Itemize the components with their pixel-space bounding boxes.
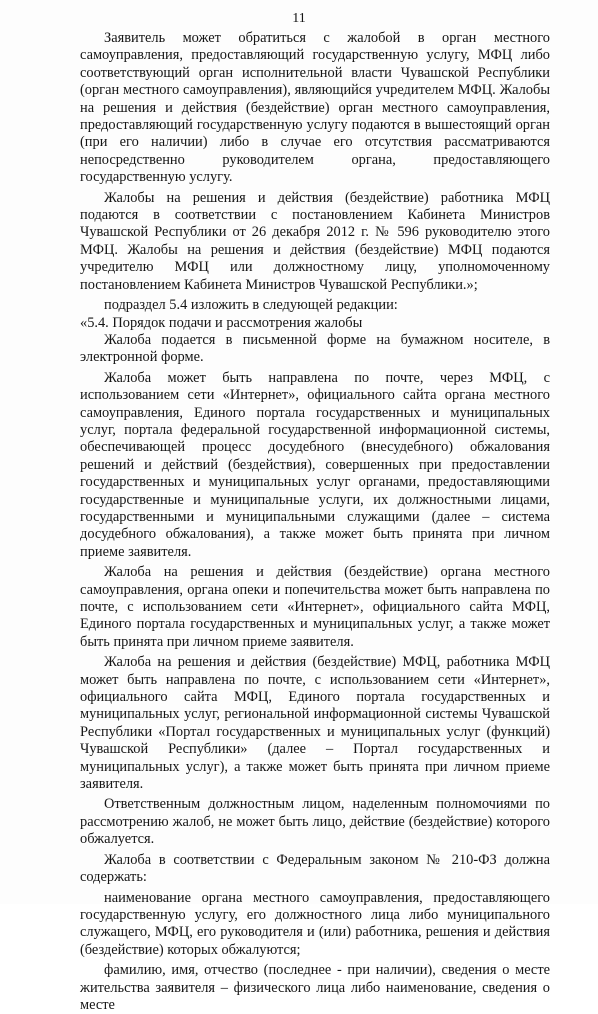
paragraph: наименование органа местного самоуправления, предоставляющего государственную услугу, его должностного лица либо муниципального служащего, МФЦ, его руководителя и (или) работника, решения и действия (бездействие) которых обжалуются; [80,889,550,958]
section-heading: «5.4. Порядок подачи и рассмотрения жалобы [80,314,363,331]
paragraph: Жалобы на решения и действия (бездействие) работника МФЦ подаются в соответствии с постановлением Кабинета Министров Чувашской Республики от 26 декабря 2012 г. № 596 руководителю этого МФЦ. Жалобы на решения и действия (бездействие) МФЦ подаются учредителю МФЦ или должностному лицу, уполномоченному постановлением Кабинета Министров Чувашской Республики.»; [80,189,550,293]
paragraph: Жалоба подается в письменной форме на бумажном носителе, в электронной форме. [80,331,550,366]
paragraph: Жалоба может быть направлена по почте, через МФЦ, с использованием сети «Интернет», официального сайта органа местного самоуправления, Единого портала государственных и муниципальных услуг, портала федеральной государственной информационной системы, обеспечивающей процесс досудебного (внесудебного) обжалования решений и действий (бездействия), совершенных при предоставлении государственных и муниципальных услуг органами, предоставляющими государственные и муниципальные услуги, их должностными лицами, государственными и муниципальными служащими (далее – система досудебного обжалования), а также может быть принята при личном приеме заявителя. [80,369,550,560]
paragraph: Жалоба на решения и действия (бездействие) органа местного самоуправления, органа опеки и попечительства может быть направлена по почте, с использованием сети «Интернет», официального сайта МФЦ, Единого портала государственных и муниципальных услуг, а также может быть принята при личном приеме заявителя. [80,564,550,650]
paragraph: Жалоба на решения и действия (бездействие) МФЦ, работника МФЦ может быть направлена по почте, с использованием сети «Интернет», официального сайта МФЦ, Единого портала государственных и муниципальных услуг, региональной информационной системы Чувашской Республики «Портал государственных и муниципальных услуг (функций) Чувашской Республики» (далее – Портал государственных и муниципальных услуг), а также может быть принята при личном приеме заявителя. [80,654,550,793]
document-body [80,30,550,1014]
paragraph: Ответственным должностным лицом, наделенным полномочиями по рассмотрению жалоб, не может быть лицо, действие (бездействие) которого обжалуется. [80,796,550,848]
paragraph: Жалоба в соответствии с Федеральным законом № 210-ФЗ должна содержать: [80,851,550,886]
paragraph: Заявитель может обратиться с жалобой в орган местного самоуправления, предоставляющий государственную услугу, МФЦ либо соответствующий орган исполнительной власти Чувашской Республики (орган местного самоуправления), являющийся учредителем МФЦ. Жалобы на решения и действия (бездействие) орган местного самоуправления, предоставляющий государственную услугу подаются в вышестоящий орган (при его наличии) либо в случае его отсутствия рассматриваются непосредственно руководителем органа, предоставляющего государственную услугу. [80,30,550,186]
page-number: 11 [292,11,306,26]
paragraph: подраздел 5.4 изложить в следующей редакции: [104,297,398,314]
paragraph: фамилию, имя, отчество (последнее - при наличии), сведения о месте жительства заявителя – физического лица либо наименование, сведения о месте [80,962,550,1013]
